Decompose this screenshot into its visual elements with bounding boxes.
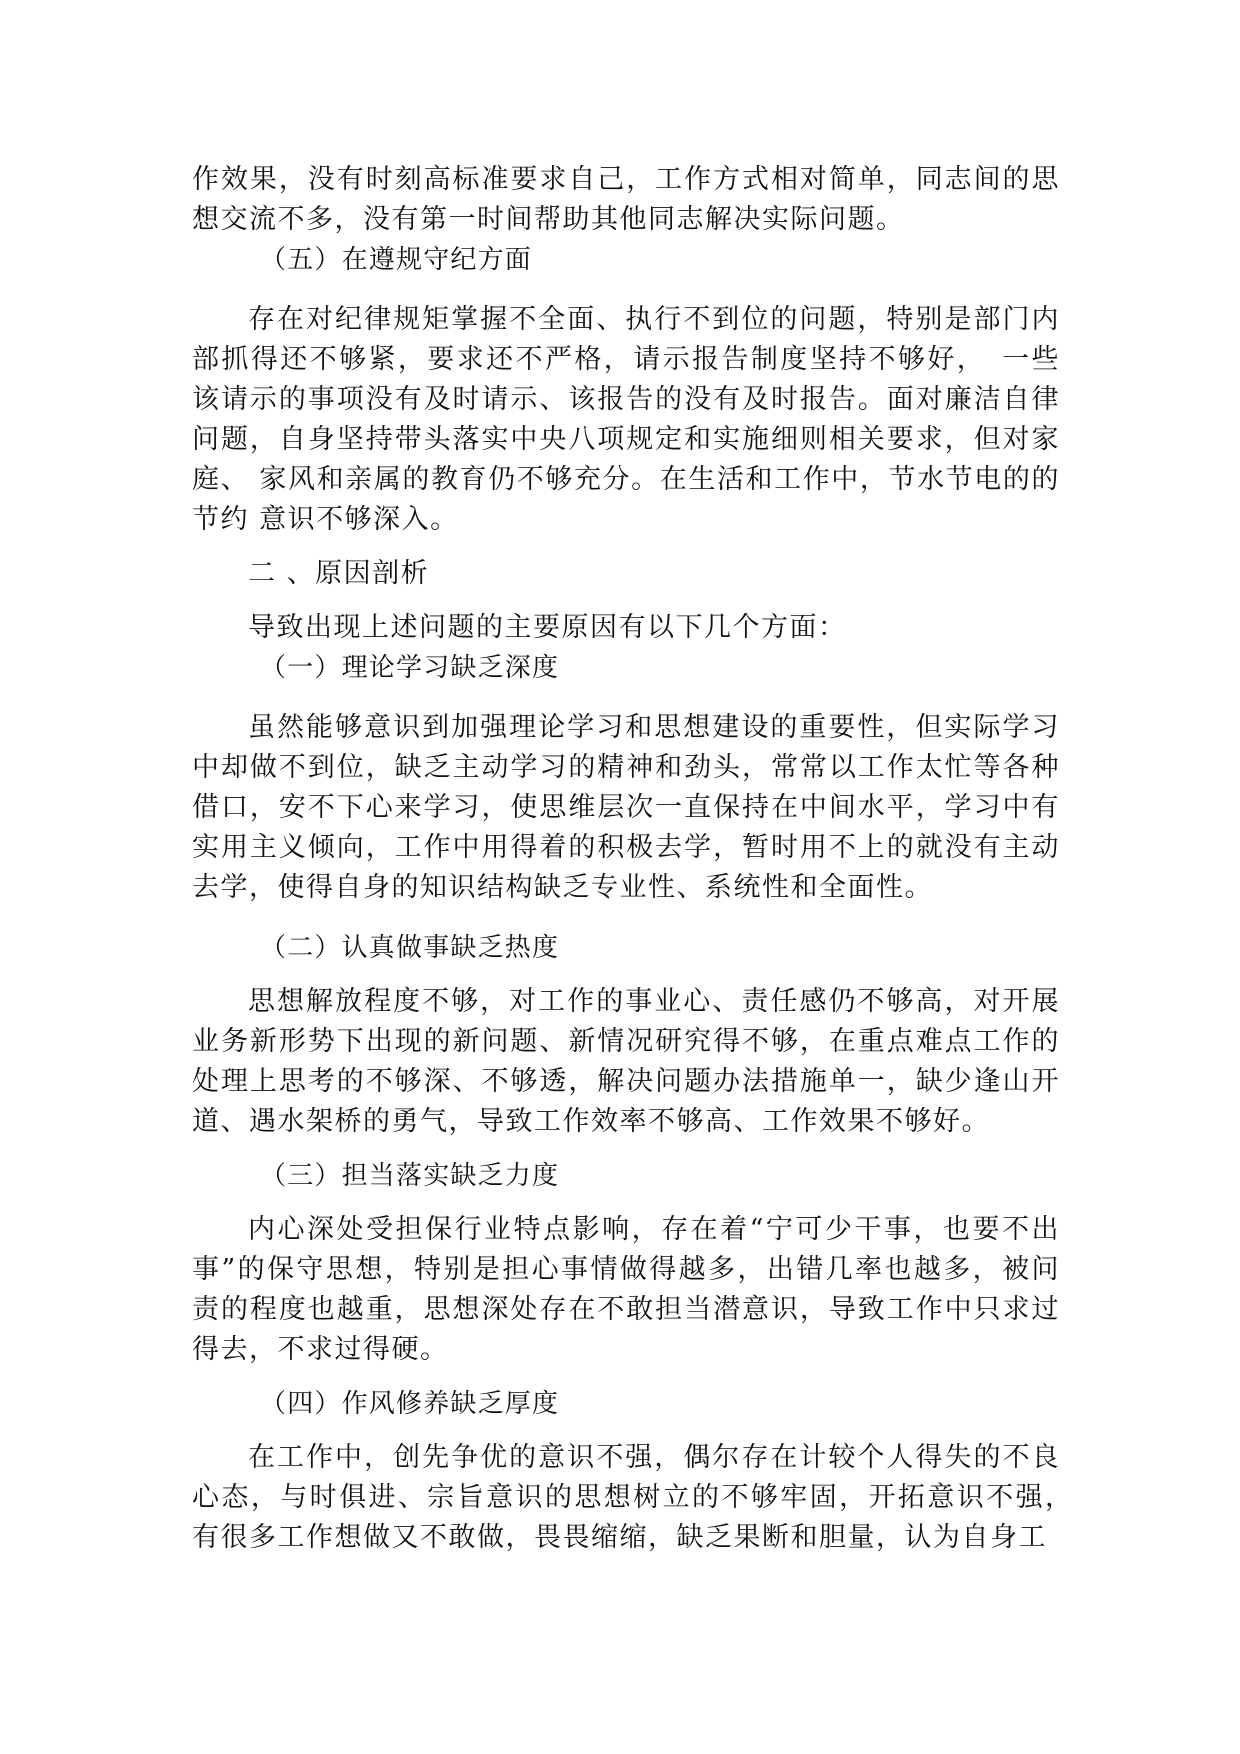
heading-work-style: （四）作风修养缺乏厚度 — [260, 1389, 560, 1419]
section-heading-cause-analysis: 二 、原因剖析 — [248, 558, 430, 589]
paragraph-diligence: 思想解放程度不够，对工作的事业心、责任感仍不够高，对开展业务新形势下出现的新问题、新情况研究得不够，在重点难点工作的处理上思考的不够深、不够透，解决问题办法措施单一，缺少逢山开道、遇水架桥的勇气，导致工作效率不够高、工作效果不够好。 — [192, 986, 1060, 1137]
paragraph-work-style: 在工作中，创先争优的意识不强，偶尔存在计较个人得失的不良心态，与时俱进、宗旨意识的思想树立的不够牢固，开拓意识不强， 有很多工作想做又不敢做，畏畏缩缩，缺乏果断和胆量，认为自身工 — [192, 1442, 1089, 1553]
paragraph-theory-study: 虽然能够意识到加强理论学习和思想建设的重要性，但实际学习 中却做不到位，缺乏主动学习的精神和劲头，常常以工作太忙等各种 借口，安不下心来学习，使思维层次一直保持在中间水平，学习中有 实用主义倾向，工作中用得着的积极去学，暂时用不上的就没有主动 去学，使得自身的知识结构缺乏专业性、系统性和全面性。 — [192, 712, 1071, 903]
paragraph-work-effect: 作效果，没有时刻高标准要求自己，工作方式相对简单，同志间的思想交流不多，没有第一时间帮助其他同志解决实际问题。 — [192, 164, 1060, 235]
paragraph-discipline: 存在对纪律规矩掌握不全面、执行不到位的问题，特别是部门内部抓得还不够紧，要求还不严格，请示报告制度坚持不够好， 一些该请示的事项没有及时请示、该报告的没有及时报告。面对廉洁自律问题，自身坚持带头落实中央八项规定和实施细则相关要求，但对家庭、 家风和亲属的教育仍不够充分。在生活和工作中，节水节电的的节约 意识不够深入。 — [192, 304, 1060, 535]
heading-discipline: （五）在遵规守纪方面 — [260, 245, 533, 275]
paragraph-intro: 导致出现上述问题的主要原因有以下几个方面： — [248, 612, 847, 643]
document-body — [192, 160, 1089, 1558]
heading-theory-study: （一）理论学习缺乏深度 — [260, 653, 560, 683]
heading-responsibility: （三）担当落实缺乏力度 — [260, 1161, 560, 1191]
paragraph-responsibility: 内心深处受担保行业特点影响，存在着“宁可少干事，也要不出 事”的保守思想，特别是担心事情做得越多，出错几率也越多，被问 责的程度也越重，思想深处存在不敢担当潜意识，导致工作中只求过 得去，不求过得硬。 — [192, 1214, 1071, 1365]
heading-diligence: （二）认真做事缺乏热度 — [260, 933, 560, 963]
